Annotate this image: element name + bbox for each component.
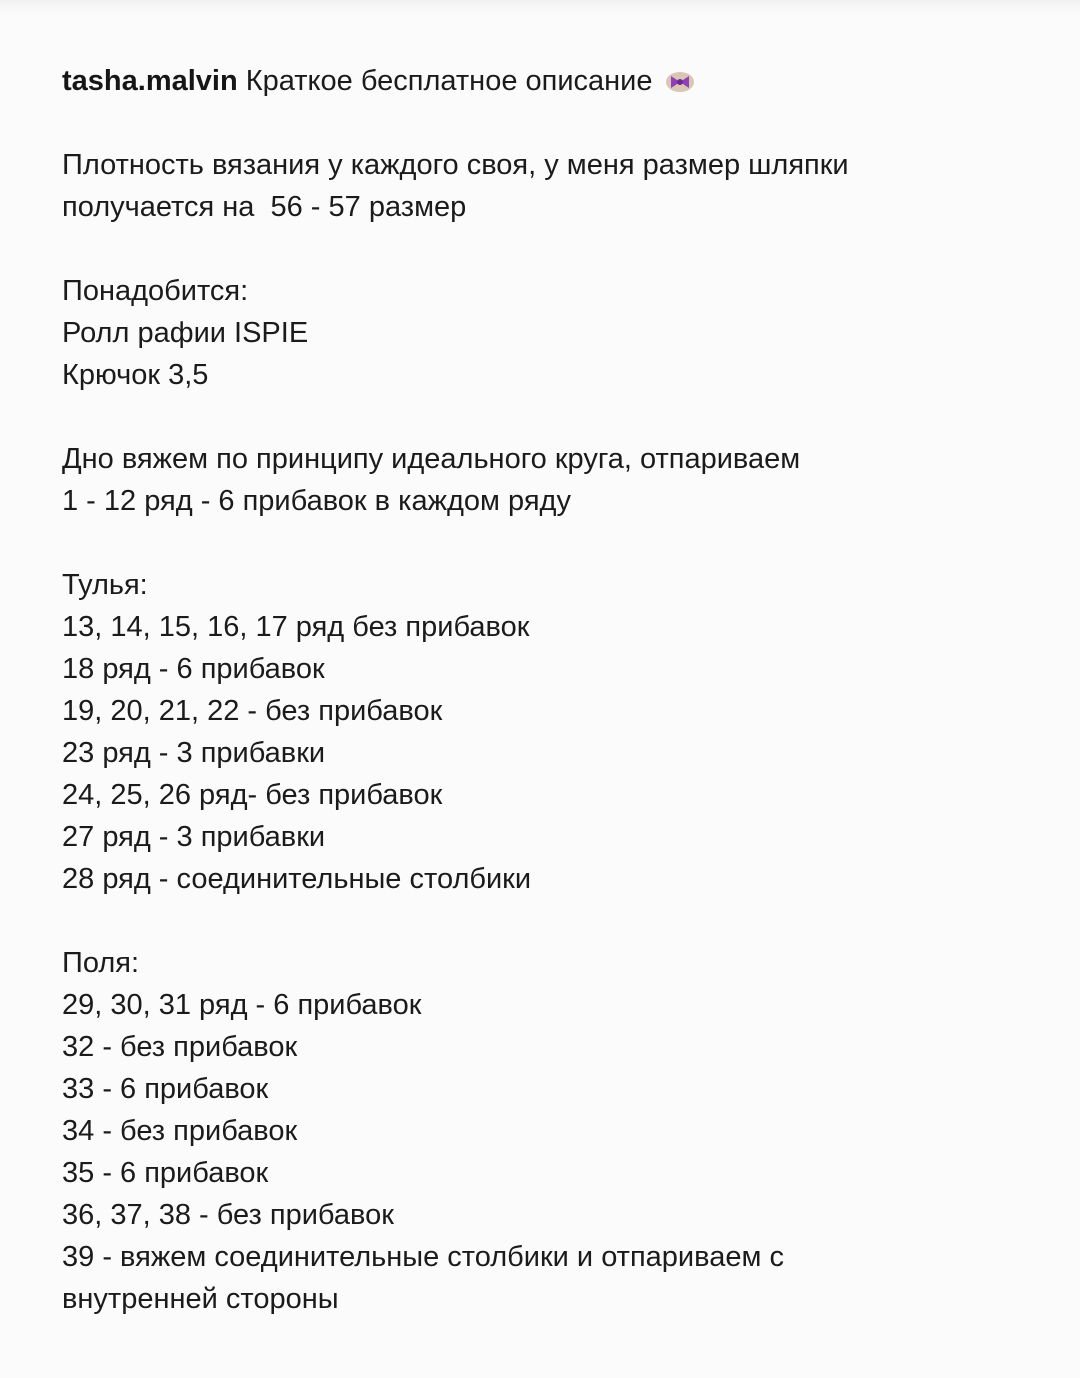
brim-heading: Поля: xyxy=(62,947,140,979)
materials-item: Ролл рафии ISPIE xyxy=(62,317,309,349)
bottom-section xyxy=(62,438,1022,522)
materials-item: Крючок 3,5 xyxy=(62,359,209,391)
bottom-line: 1 - 12 ряд - 6 прибавок в каждом ряду xyxy=(62,485,571,517)
caption-header xyxy=(62,60,1022,102)
brim-row: 36, 37, 38 - без прибавок xyxy=(62,1199,394,1231)
username-link[interactable]: tasha.malvin xyxy=(62,65,238,97)
brim-row: 32 - без прибавок xyxy=(62,1031,298,1063)
intro-line: Плотность вязания у каждого своя, у меня размер шляпки xyxy=(62,149,849,181)
post-caption xyxy=(62,60,1022,1320)
brim-row: 39 - вяжем соединительные столбики и отпариваем с xyxy=(62,1241,784,1273)
crown-row: 23 ряд - 3 прибавки xyxy=(62,737,326,769)
materials-section xyxy=(62,270,1022,396)
crown-row: 24, 25, 26 ряд- без прибавок xyxy=(62,779,443,811)
materials-heading: Понадобится: xyxy=(62,275,249,307)
brim-row: 29, 30, 31 ряд - 6 прибавок xyxy=(62,989,422,1021)
top-edge xyxy=(0,0,1080,14)
crown-row: 13, 14, 15, 16, 17 ряд без прибавок xyxy=(62,611,530,643)
intro-section xyxy=(62,144,1022,228)
brim-row: 33 - 6 прибавок xyxy=(62,1073,269,1105)
bow-icon xyxy=(665,71,695,93)
intro-line: получается на 56 - 57 размер xyxy=(62,191,467,223)
crown-row: 27 ряд - 3 прибавки xyxy=(62,821,326,853)
crown-row: 28 ряд - соединительные столбики xyxy=(62,863,532,895)
crown-heading: Тулья: xyxy=(62,569,148,601)
crown-row: 18 ряд - 6 прибавок xyxy=(62,653,325,685)
crown-row: 19, 20, 21, 22 - без прибавок xyxy=(62,695,443,727)
brim-row: 35 - 6 прибавок xyxy=(62,1157,269,1189)
brim-section xyxy=(62,942,1022,1320)
bottom-line: Дно вяжем по принципу идеального круга, отпариваем xyxy=(62,443,801,475)
crown-section xyxy=(62,564,1022,900)
caption-title: Краткое бесплатное описание xyxy=(245,65,653,97)
brim-row: 34 - без прибавок xyxy=(62,1115,298,1147)
brim-row: внутренней стороны xyxy=(62,1283,339,1315)
